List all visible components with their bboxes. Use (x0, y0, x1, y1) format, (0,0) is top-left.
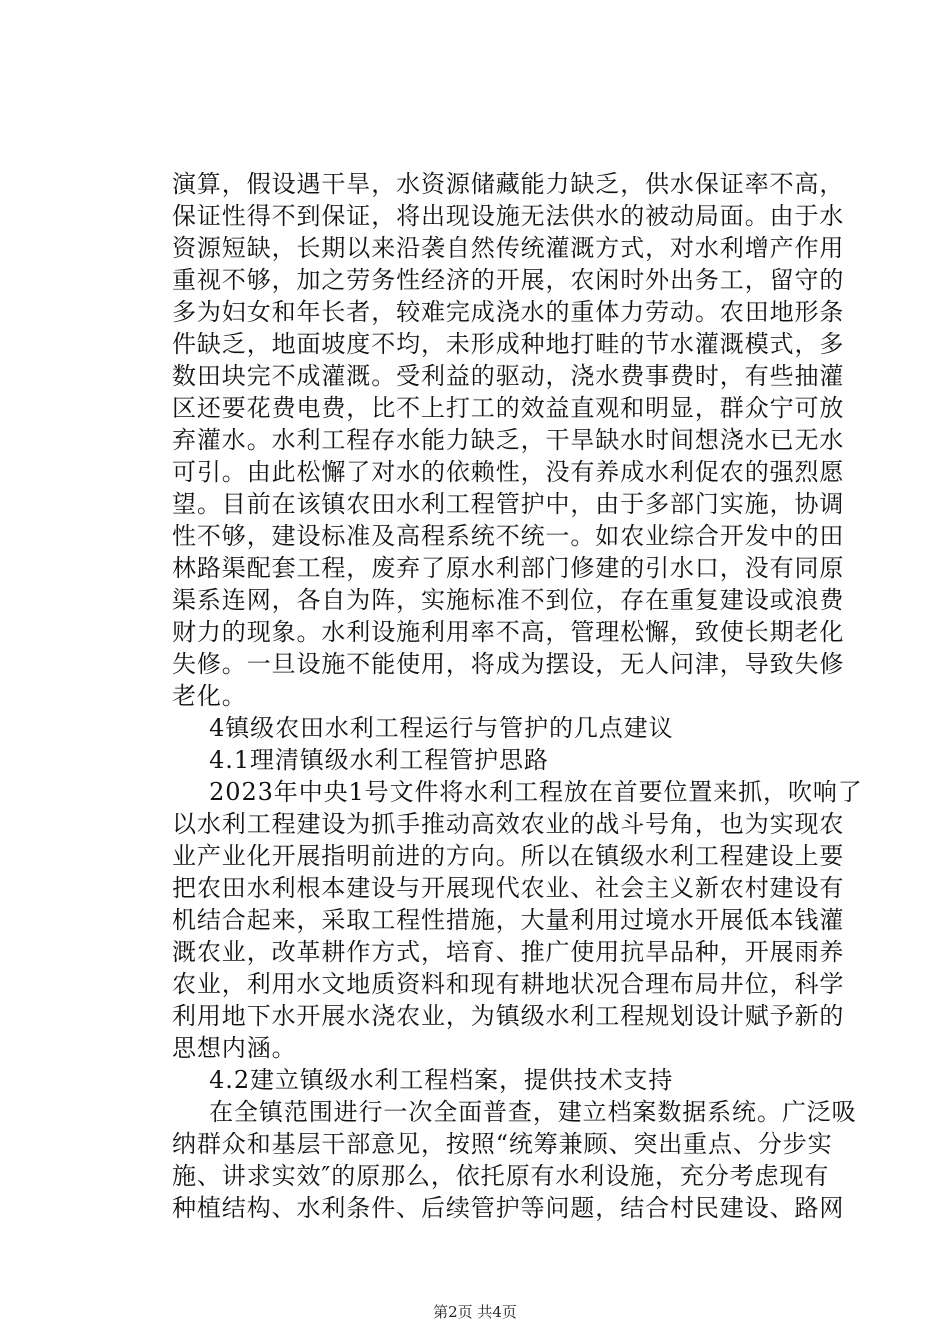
text-line: 弃灌水。水利工程存水能力缺乏，干旱缺水时间想浇水已无水 (172, 426, 845, 454)
text-line: 思想内涵。 (172, 1034, 297, 1062)
document-body (172, 168, 863, 1224)
text-line: 数田块完不成灌溉。受利益的驱动，浇水费事费时，有些抽灌 (172, 362, 845, 390)
text-line: 重视不够，加之劳务性经济的开展，农闲时外出务工，留守的 (172, 266, 845, 294)
text-line: 纳群众和基层干部意见，按照“统筹兼顾、突出重点、分步实 (172, 1130, 833, 1158)
text-line: 施、讲求实效″的原那么，依托原有水利设施，充分考虑现有 (172, 1162, 830, 1190)
text-line: 保证性得不到保证，将出现设施无法供水的被动局面。由于水 (172, 202, 845, 230)
text-line: 失修。一旦设施不能使用，将成为摆设，无人问津，导致失修 (172, 650, 845, 678)
text-line: 溉农业，改革耕作方式，培育、推广使用抗旱品种，开展雨养 (172, 938, 845, 966)
page-number-label: 第2页 共4页 (433, 1303, 517, 1321)
text-line: 可引。由此松懈了对水的依赖性，没有养成水利促农的强烈愿 (172, 458, 845, 486)
text-line: 望。目前在该镇农田水利工程管护中，由于多部门实施，协调 (172, 490, 845, 518)
section-heading: 4镇级农田水利工程运行与管护的几点建议 (175, 714, 674, 742)
text-line: 农业，利用水文地质资料和现有耕地状况合理布局井位，科学 (172, 970, 845, 998)
text-line: 区还要花费电费，比不上打工的效益直观和明显，群众宁可放 (172, 394, 845, 422)
text-line: 林路渠配套工程，废弃了原水利部门修建的引水口，没有同原 (172, 554, 845, 582)
text-line: 性不够，建设标准及高程系统不统一。如农业综合开发中的田 (172, 522, 845, 550)
text-line: 以水利工程建设为抓手推动高效农业的战斗号角，也为实现农 (172, 810, 845, 838)
text-line: 老化。 (172, 682, 247, 710)
text-line: 在全镇范围进行一次全面普查，建立档案数据系统。广泛吸 (175, 1098, 857, 1126)
text-line: 演算，假设遇干旱，水资源储藏能力缺乏，供水保证率不高， (172, 170, 845, 198)
text-line: 渠系连网，各自为阵，实施标准不到位，存在重复建设或浪费 (172, 586, 845, 614)
text-line: 把农田水利根本建设与开展现代农业、社会主义新农村建设有 (172, 874, 845, 902)
text-line: 多为妇女和年长者，较难完成浇水的重体力劳动。农田地形条 (172, 298, 845, 326)
text-line: 2023年中央1号文件将水利工程放在首要位置来抓，吹响了 (175, 778, 863, 806)
text-line: 利用地下水开展水浇农业，为镇级水利工程规划设计赋予新的 (172, 1002, 845, 1030)
text-line: 件缺乏，地面坡度不均，未形成种地打畦的节水灌溉模式，多 (172, 330, 845, 358)
page-footer (0, 1302, 950, 1322)
subsection-heading: 4.1理清镇级水利工程管护思路 (175, 746, 549, 774)
text-line: 机结合起来，采取工程性措施，大量利用过境水开展低本钱灌 (172, 906, 845, 934)
subsection-heading: 4.2建立镇级水利工程档案，提供技术支持 (175, 1066, 674, 1094)
text-line: 资源短缺，长期以来沿袭自然传统灌溉方式，对水利增产作用 (172, 234, 845, 262)
text-line: 财力的现象。水利设施利用率不高，管理松懈，致使长期老化 (172, 618, 845, 646)
text-line: 种植结构、水利条件、后续管护等问题，结合村民建设、路网 (172, 1194, 845, 1222)
text-line: 业产业化开展指明前进的方向。所以在镇级水利工程建设上要 (172, 842, 845, 870)
